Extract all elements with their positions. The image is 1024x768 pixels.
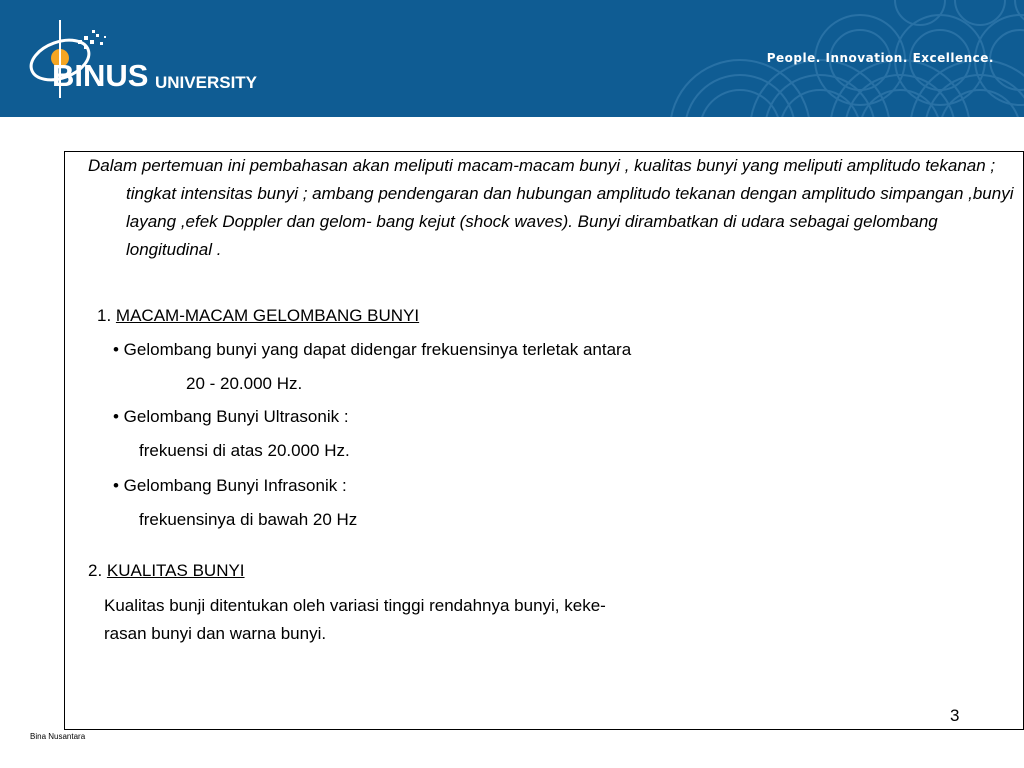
section-2-line: rasan bunyi dan warna bunyi. xyxy=(104,624,327,643)
section-1-number: 1. xyxy=(97,306,112,325)
section-1-heading xyxy=(97,302,419,330)
section-1-line: • Gelombang Bunyi Infrasonik : xyxy=(113,476,347,495)
page-number: 3 xyxy=(950,706,960,725)
logo-wordmark-university: UNIVERSITY xyxy=(155,73,258,92)
section-1-title: MACAM-MACAM GELOMBANG BUNYI xyxy=(115,306,420,325)
section-1-line: frekuensinya di bawah 20 Hz xyxy=(139,510,358,529)
section-2-number: 2. xyxy=(88,561,103,580)
section-1-line: • Gelombang bunyi yang dapat didengar frekuensinya terletak antara xyxy=(113,340,632,359)
tagline: People. Innovation. Excellence. xyxy=(766,51,994,65)
section-1-line: • Gelombang Bunyi Ultrasonik : xyxy=(113,407,349,426)
section-1-line: 20 - 20.000 Hz. xyxy=(186,374,303,393)
section-2-line: Kualitas bunji ditentukan oleh variasi tinggi rendahnya bunyi, keke- xyxy=(104,596,606,615)
section-1-line: frekuensi di atas 20.000 Hz. xyxy=(139,441,350,460)
section-2-heading xyxy=(88,557,245,585)
footer-text: Bina Nusantara xyxy=(30,732,86,741)
header-banner xyxy=(0,0,1024,117)
intro-paragraph: Dalam pertemuan ini pembahasan akan meliputi macam-macam bunyi , kualitas bunyi yang meliputi amplitudo tekanan ; tingkat intensitas bunyi ; ambang pendengaran dan hubungan amplitudo tekanan dengan amplitudo simpangan ,bunyi layang ,efek Doppler dan gelom- bang kejut (shock waves). Bunyi dirambatkan di udara sebagai gelombang longitudinal . xyxy=(88,156,1014,259)
logo-wordmark-binus: BINUS xyxy=(52,58,149,93)
section-2-title: KUALITAS BUNYI xyxy=(106,561,245,580)
